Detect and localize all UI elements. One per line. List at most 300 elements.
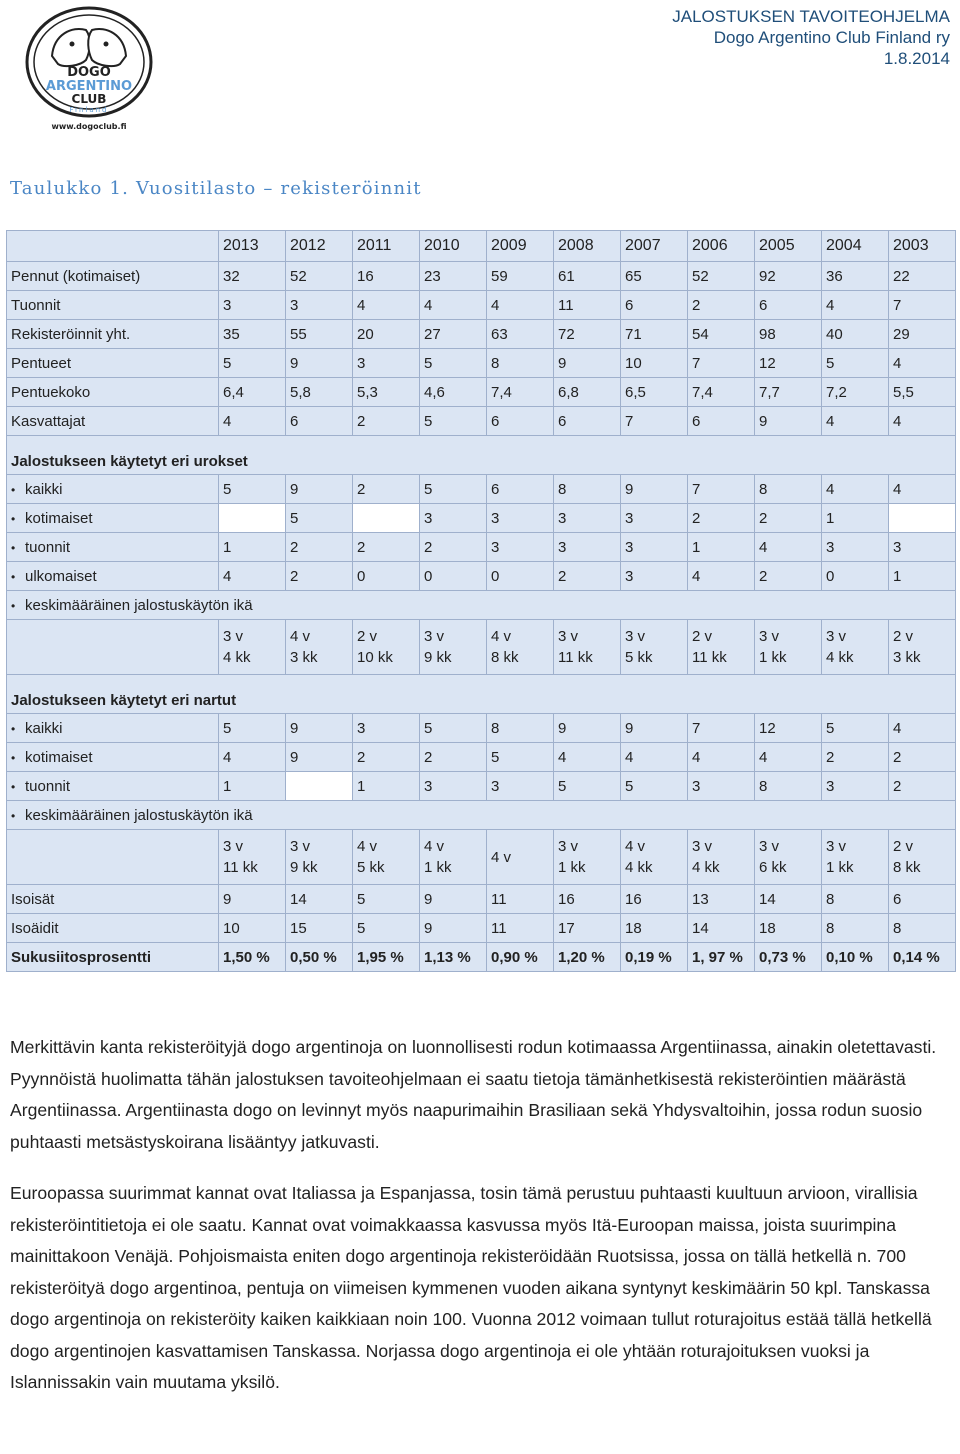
table-cell: 13: [688, 885, 755, 914]
header-corner: [7, 231, 219, 262]
table-row: [7, 349, 956, 378]
table-cell: 2: [755, 504, 822, 533]
row-label-text: • kotimaiset: [11, 510, 93, 527]
table-cell: 0: [353, 562, 420, 591]
row-label-text: Isoäidit: [11, 919, 59, 937]
age-years: 4 v: [491, 628, 512, 645]
age-years: 3 v: [223, 628, 244, 645]
table-cell: 3: [219, 291, 286, 320]
age-years: 3 v: [558, 628, 579, 645]
table-cell: 3: [822, 533, 889, 562]
logo-text-argentino: ARGENTINO: [45, 79, 133, 94]
header-organization: Dogo Argentino Club Finland ry: [713, 28, 950, 47]
table-cell: 3: [621, 562, 688, 591]
table-cell: 4: [889, 349, 956, 378]
males-avg-age-label-row: [7, 591, 956, 620]
table-cell: 40: [822, 320, 889, 349]
table-cell: 6: [889, 885, 956, 914]
table-cell: 5,8: [286, 378, 353, 407]
table-cell: 9: [554, 349, 621, 378]
table-cell: 7,7: [755, 378, 822, 407]
age-years: 4 v: [290, 628, 311, 645]
inbreeding-row: [7, 943, 956, 972]
table-cell: 9: [554, 714, 621, 743]
table-cell: 9: [286, 475, 353, 504]
age-cell: [621, 830, 688, 885]
table-cell: 14: [755, 885, 822, 914]
table-row: [7, 291, 956, 320]
table-cell: 1, 97 %: [688, 943, 755, 972]
paragraph-2: Euroopassa suurimmat kannat ovat Italiassa ja Espanjassa, tosin tämä perustuu puhtaasti kuultuun arvioon, virallisia rekisteröintitietoja ei ole saatu. Kannat ovat voimakkaassa kasvussa myös Itä-Euroopan maissa, joista suurimpina mainittakoon Venäjä. Pohjoismaista eniten dogo argentinoja rekisteröidään Ruotsissa, jossa on tällä hetkellä n. 700 rekisteröityä dogo argentinoa, pentuja on viimeisen kymmenen vuoden aikana syntynyt keskimäärin 50 kpl. Tanskassa dogo argentinoja on rekisteröity kaiken kaikkiaan noin 100. Vuonna 2012 voimaan tullut roturajoitus estää tällä hetkellä dogo argentinojen kasvattamisen Tanskassa. Norjassa dogo argentinoja ei ole yhtään roturajoituksen vuoksi ja Islannissakin vain muutama yksilö.: [10, 1183, 932, 1392]
table-cell: 7,2: [822, 378, 889, 407]
table-cell: 1: [822, 504, 889, 533]
table-cell: 2: [420, 533, 487, 562]
table-row: [7, 407, 956, 436]
table-row: [7, 885, 956, 914]
table-cell: 4,6: [420, 378, 487, 407]
table-cell: 4: [822, 407, 889, 436]
table-cell: 9: [219, 885, 286, 914]
table-cell: 12: [755, 714, 822, 743]
table-cell: 3: [420, 504, 487, 533]
age-months: 4 kk: [826, 649, 854, 666]
table-cell: 3: [621, 504, 688, 533]
row-label-text: • tuonnit: [11, 778, 70, 795]
age-years: 3 v: [826, 838, 847, 855]
logo-text-country: Finland: [69, 106, 109, 114]
table-cell: 15: [286, 914, 353, 943]
row-label-text: • keskimääräinen jalostuskäytön ikä: [11, 597, 253, 614]
age-months: 9 kk: [290, 859, 318, 876]
age-years: 4 v: [491, 848, 512, 866]
table-cell: 6,5: [621, 378, 688, 407]
age-months: 5 kk: [357, 859, 385, 876]
logo-emblem-icon: [14, 4, 164, 134]
year-header: 2007: [621, 231, 688, 262]
table-cell: 0,14 %: [889, 943, 956, 972]
table-cell: 9: [621, 714, 688, 743]
table-cell: 2: [353, 407, 420, 436]
age-cell: [353, 830, 420, 885]
row-label-text: • kaikki: [11, 720, 63, 737]
year-header: 2005: [755, 231, 822, 262]
row-label-text: • keskimääräinen jalostuskäytön ikä: [11, 807, 253, 824]
table-header-row: [7, 231, 956, 262]
year-header: 2008: [554, 231, 621, 262]
table-cell: 4: [688, 562, 755, 591]
table-cell: 2: [286, 562, 353, 591]
table-cell: 4: [621, 743, 688, 772]
table-cell: 4: [487, 291, 554, 320]
table-cell: 5: [420, 407, 487, 436]
table-cell: 6,8: [554, 378, 621, 407]
table-cell: 3: [822, 772, 889, 801]
table-cell: 52: [688, 262, 755, 291]
row-label-text: • ulkomaiset: [11, 568, 97, 585]
table-cell: 14: [688, 914, 755, 943]
table-cell: 2: [353, 533, 420, 562]
row-label: [7, 475, 219, 504]
table-cell: 2: [554, 562, 621, 591]
table-body: [7, 231, 956, 972]
table-cell: 6: [487, 407, 554, 436]
table-cell: 7: [688, 349, 755, 378]
table-cell: 63: [487, 320, 554, 349]
row-label: [7, 714, 219, 743]
age-years: 3 v: [290, 838, 311, 855]
age-cell: [889, 830, 956, 885]
age-years: 2 v: [893, 838, 914, 855]
table-cell: 5: [420, 349, 487, 378]
table-cell: 6: [755, 291, 822, 320]
age-years: 2 v: [692, 628, 713, 645]
table-cell: 4: [554, 743, 621, 772]
row-label-text: Kasvattajat: [11, 412, 86, 430]
table-cell: 3: [889, 533, 956, 562]
table-cell: 32: [219, 262, 286, 291]
row-label: [7, 943, 219, 972]
table-cell: 8: [822, 885, 889, 914]
table-cell: 8: [554, 475, 621, 504]
row-label-text: • kaikki: [11, 481, 63, 498]
logo-text-dogo: DOGO: [67, 65, 111, 80]
table-cell: 0,73 %: [755, 943, 822, 972]
table-cell: 5: [420, 475, 487, 504]
table-cell: 3: [554, 533, 621, 562]
age-years: 3 v: [692, 838, 713, 855]
row-label-text: • kotimaiset: [11, 749, 93, 766]
age-months: 11 kk: [223, 859, 258, 876]
row-label-text: Pentueet: [11, 354, 72, 372]
table-cell: 9: [621, 475, 688, 504]
age-months: 3 kk: [893, 649, 921, 666]
table-cell: 16: [353, 262, 420, 291]
table-cell: 0,90 %: [487, 943, 554, 972]
table-cell: 8: [487, 349, 554, 378]
table-cell: 9: [286, 714, 353, 743]
table-cell: 2: [822, 743, 889, 772]
year-header: 2010: [420, 231, 487, 262]
logo-text-club: CLUB: [71, 92, 107, 106]
table-cell: 18: [621, 914, 688, 943]
table-cell: 3: [487, 504, 554, 533]
table-cell: 10: [219, 914, 286, 943]
age-months: 4 kk: [223, 649, 251, 666]
age-months: 5 kk: [625, 649, 653, 666]
year-header: 2011: [353, 231, 420, 262]
table-cell: 7: [688, 714, 755, 743]
age-months: 6 kk: [759, 859, 787, 876]
section-title: Jalostukseen käytetyt eri urokset: [7, 436, 956, 475]
row-label-text: Pentuekoko: [11, 383, 91, 401]
table-cell: 4: [219, 407, 286, 436]
table-cell: 4: [889, 714, 956, 743]
year-header: 2006: [688, 231, 755, 262]
table-cell: 8: [487, 714, 554, 743]
table-cell: 5: [353, 914, 420, 943]
age-years: 4 v: [357, 838, 378, 855]
table-cell: 6: [554, 407, 621, 436]
table-cell: 4: [755, 533, 822, 562]
table-row: [7, 914, 956, 943]
table-cell: 3: [286, 291, 353, 320]
age-months: 4 kk: [692, 859, 720, 876]
table-cell: 6: [688, 407, 755, 436]
table-caption: Taulukko 1. Vuositilasto – rekisteröinnit: [10, 178, 422, 199]
table-cell: 5: [219, 475, 286, 504]
table-cell: 8: [755, 475, 822, 504]
table-cell: 5: [286, 504, 353, 533]
age-months: 9 kk: [424, 649, 452, 666]
header-date: 1.8.2014: [883, 49, 950, 68]
females-avg-age-row: [7, 830, 956, 885]
table-cell: 5: [219, 714, 286, 743]
table-cell: 5: [353, 885, 420, 914]
section-males: [7, 436, 956, 475]
row-label-text: • tuonnit: [11, 539, 70, 556]
table-row: [7, 743, 956, 772]
table-cell: 5: [487, 743, 554, 772]
age-months: 10 kk: [357, 649, 393, 666]
table-cell: 36: [822, 262, 889, 291]
year-header: 2004: [822, 231, 889, 262]
table-cell: 0,50 %: [286, 943, 353, 972]
table-cell: 5: [822, 349, 889, 378]
paragraph-1: Merkittävin kanta rekisteröityjä dogo argentinoja on luonnollisesti rodun kotimaassa Argentiinassa, ainakin oletettavasti. Pyynnöistä huolimatta tähän jalostuksen tavoiteohjelmaan ei saatu tietoja tämänhetkisestä rekisteröintien määrästä Argentiinassa. Argentiinasta dogo on levinnyt myös naapurimaihin Brasiliaan sekä Yhdysvaltoihin, jossa rodun suosio puhtaasti metsästyskoirana lisääntyy jatkuvasti.: [10, 1037, 937, 1152]
table-cell: 6,4: [219, 378, 286, 407]
table-cell: 3: [688, 772, 755, 801]
table-cell: 2: [353, 475, 420, 504]
table-cell: 1: [688, 533, 755, 562]
age-years: 3 v: [759, 838, 780, 855]
table-cell: 4: [755, 743, 822, 772]
table-cell: 55: [286, 320, 353, 349]
row-label-text: Pennut (kotimaiset): [11, 267, 141, 285]
table-row: [7, 262, 956, 291]
table-cell: 52: [286, 262, 353, 291]
age-years: 3 v: [424, 628, 445, 645]
table-cell: 0,10 %: [822, 943, 889, 972]
table-cell: 18: [755, 914, 822, 943]
age-years: 4 v: [424, 838, 445, 855]
table-cell: 4: [889, 475, 956, 504]
table-cell: 17: [554, 914, 621, 943]
age-cell: [353, 620, 420, 675]
table-cell: 3: [420, 772, 487, 801]
table-row: [7, 714, 956, 743]
table-cell: 2: [420, 743, 487, 772]
table-cell: 71: [621, 320, 688, 349]
age-cell: [688, 830, 755, 885]
row-label-empty: [7, 620, 219, 675]
age-cell: [219, 620, 286, 675]
age-years: 3 v: [625, 628, 646, 645]
age-years: 2 v: [357, 628, 378, 645]
table-cell: [353, 504, 420, 533]
table-cell: 9: [420, 914, 487, 943]
table-cell: 23: [420, 262, 487, 291]
row-label-text: Tuonnit: [11, 296, 61, 314]
age-cell: [688, 620, 755, 675]
year-header: 2012: [286, 231, 353, 262]
section-females: [7, 675, 956, 714]
table-cell: 4: [219, 562, 286, 591]
row-label: [7, 772, 219, 801]
age-cell: [487, 620, 554, 675]
age-cell: [554, 620, 621, 675]
table-cell: 3: [487, 533, 554, 562]
age-months: 3 kk: [290, 649, 318, 666]
logo-url: www.dogoclub.fi: [51, 122, 127, 131]
table-cell: 0,19 %: [621, 943, 688, 972]
row-label: [7, 291, 219, 320]
table-cell: 3: [353, 349, 420, 378]
age-months: 8 kk: [893, 859, 921, 876]
row-label: [7, 378, 219, 407]
age-months: 1 kk: [558, 859, 586, 876]
table-row: [7, 320, 956, 349]
age-years: 3 v: [826, 628, 847, 645]
registration-statistics-table: [6, 230, 956, 972]
row-label-text: Isoisät: [11, 890, 55, 908]
table-cell: 4: [822, 291, 889, 320]
age-cell: [286, 830, 353, 885]
table-cell: 1: [889, 562, 956, 591]
age-cell: [621, 620, 688, 675]
dogo-club-logo: [14, 4, 164, 134]
males-avg-age-row: [7, 620, 956, 675]
table-cell: 1: [353, 772, 420, 801]
age-years: 2 v: [893, 628, 914, 645]
table-cell: 1,20 %: [554, 943, 621, 972]
table-cell: [889, 504, 956, 533]
table-row: [7, 562, 956, 591]
row-label: [7, 533, 219, 562]
age-months: 8 kk: [491, 649, 519, 666]
table-cell: 9: [286, 349, 353, 378]
table-cell: 3: [621, 533, 688, 562]
age-cell: [755, 620, 822, 675]
table-cell: 11: [554, 291, 621, 320]
table-cell: 16: [554, 885, 621, 914]
year-header: 2003: [889, 231, 956, 262]
table-cell: 1,13 %: [420, 943, 487, 972]
table-cell: 7,4: [688, 378, 755, 407]
table-cell: 3: [353, 714, 420, 743]
table-cell: 5: [219, 349, 286, 378]
table-cell: 9: [755, 407, 822, 436]
age-cell: [487, 830, 554, 885]
table-cell: 16: [621, 885, 688, 914]
document-header: [672, 6, 950, 69]
age-months: 4 kk: [625, 859, 653, 876]
age-years: 3 v: [223, 838, 244, 855]
table-cell: 2: [688, 504, 755, 533]
table-cell: 9: [286, 743, 353, 772]
header-title: JALOSTUKSEN TAVOITEOHJELMA: [672, 7, 950, 26]
table-cell: [286, 772, 353, 801]
table-cell: 2: [286, 533, 353, 562]
body-text: [10, 1032, 940, 1419]
table-cell: 4: [353, 291, 420, 320]
row-label: [7, 885, 219, 914]
table-cell: 0: [487, 562, 554, 591]
row-label-text: Rekisteröinnit yht.: [11, 325, 131, 343]
row-label: [7, 562, 219, 591]
table-cell: 7: [621, 407, 688, 436]
table-cell: 6: [487, 475, 554, 504]
table-cell: 72: [554, 320, 621, 349]
table-cell: 29: [889, 320, 956, 349]
table-cell: 0: [822, 562, 889, 591]
table-cell: 3: [554, 504, 621, 533]
age-cell: [286, 620, 353, 675]
table-cell: 2: [889, 743, 956, 772]
table-cell: 5: [822, 714, 889, 743]
table-cell: 5: [554, 772, 621, 801]
table-row: [7, 772, 956, 801]
row-label: [7, 320, 219, 349]
table-cell: 1,95 %: [353, 943, 420, 972]
table-cell: 1: [219, 772, 286, 801]
table-cell: 5: [621, 772, 688, 801]
table-cell: 92: [755, 262, 822, 291]
age-cell: [554, 830, 621, 885]
table-cell: 35: [219, 320, 286, 349]
table-cell: 5: [420, 714, 487, 743]
table-cell: 2: [889, 772, 956, 801]
table-cell: 20: [353, 320, 420, 349]
age-months: 1 kk: [424, 859, 452, 876]
age-years: 3 v: [558, 838, 579, 855]
table-cell: 2: [688, 291, 755, 320]
row-label: [7, 349, 219, 378]
age-months: 11 kk: [692, 649, 727, 666]
age-cell: [420, 830, 487, 885]
table-cell: 98: [755, 320, 822, 349]
table-cell: 8: [822, 914, 889, 943]
table-cell: 27: [420, 320, 487, 349]
age-years: 3 v: [759, 628, 780, 645]
table-row: [7, 378, 956, 407]
table-cell: 65: [621, 262, 688, 291]
table-cell: 12: [755, 349, 822, 378]
row-label: [7, 504, 219, 533]
age-months: 1 kk: [826, 859, 854, 876]
row-label: [7, 407, 219, 436]
age-months: 11 kk: [558, 649, 593, 666]
table-cell: 6: [621, 291, 688, 320]
table-cell: 8: [755, 772, 822, 801]
table-cell: 4: [219, 743, 286, 772]
year-header: 2009: [487, 231, 554, 262]
age-cell: [822, 830, 889, 885]
table-cell: 4: [822, 475, 889, 504]
table-cell: 0: [420, 562, 487, 591]
table-cell: 7: [889, 291, 956, 320]
table-cell: 2: [353, 743, 420, 772]
table-cell: 4: [889, 407, 956, 436]
age-cell: [822, 620, 889, 675]
table-cell: 4: [688, 743, 755, 772]
table-cell: 10: [621, 349, 688, 378]
table-cell: 54: [688, 320, 755, 349]
table-cell: [219, 504, 286, 533]
row-label: [7, 914, 219, 943]
row-label: [7, 262, 219, 291]
age-cell: [219, 830, 286, 885]
row-label: [7, 591, 956, 620]
